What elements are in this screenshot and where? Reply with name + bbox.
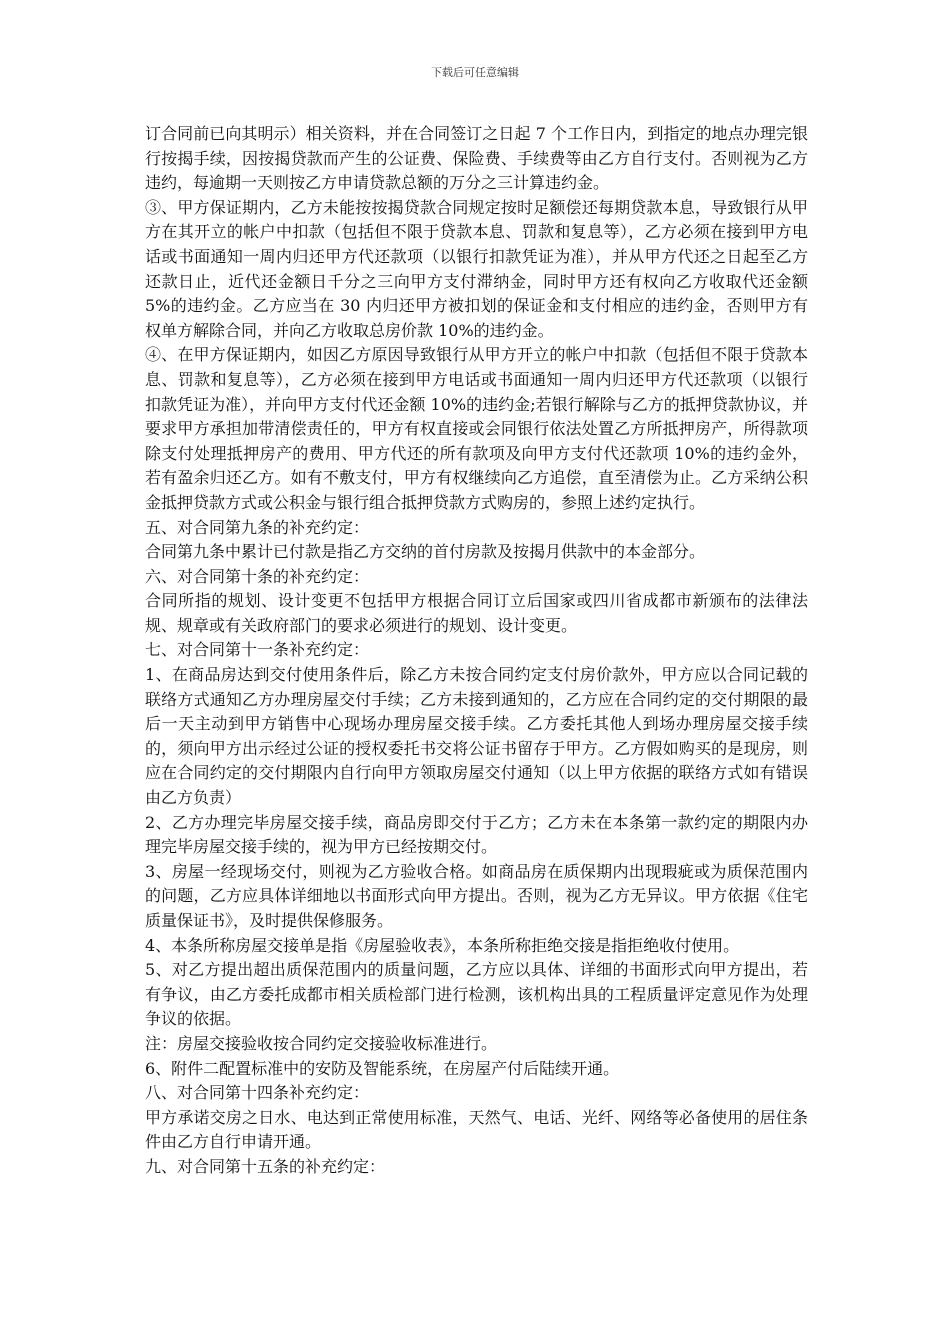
paragraph: 4、本条所称房屋交接单是指《房屋验收表》，本条所称拒绝交接是指拒绝收付使用。 (145, 935, 740, 955)
paragraph: 合同所指的规划、设计变更不包括甲方根据合同订立后国家或四川省成都市新颁布的法律法规、规章或有关政府部门的要求必须进行的规划、设计变更。 (145, 591, 808, 635)
paragraph: 甲方承诺交房之日水、电达到正常使用标准，天然气、电话、光纤、网络等必备使用的居住条件由乙方自行申请开通。 (145, 1107, 808, 1152)
section-heading: 五、对合同第九条的补充约定： (145, 517, 370, 537)
paragraph: 合同第九条中累计已付款是指乙方交纳的首付房款及按揭月供款中的本金部分。 (145, 542, 706, 562)
paragraph: 3、房屋一经现场交付，则视为乙方验收合格。如商品房在质保期内出现瑕疵或为质保范围内的问题，乙方应具体详细地以书面形式向甲方提出。否则，视为乙方无异议。甲方依据《住宅质量保证书》，及时提供保修服务。 (145, 861, 808, 930)
paragraph: 1、在商品房达到交付使用条件后，除乙方未按合同约定支付房价款外，甲方应以合同记载的联络方式通知乙方办理房屋交付手续；乙方未接到通知的，乙方应在合同约定的交付期限的最后一天主动到甲方销售中心现场办理房屋交接手续。乙方委托其他人到场办理房屋交接手续的，须向甲方出示经过公证的授权委托书交将公证书留存于甲方。乙方假如购买的是现房，则应在合同约定的交付期限内自行向甲方领取房屋交付通知（以上甲方依据的联络方式如有错误由乙方负责） (145, 665, 808, 808)
section-heading: 六、对合同第十条的补充约定： (145, 566, 370, 586)
section-heading: 八、对合同第十四条补充约定： (145, 1083, 370, 1103)
document-body (145, 122, 808, 1180)
paragraph: 订合同前已向其明示）相关资料，并在合同签订之日起 7 个工作日内，到指定的地点办理完银行按揭手续，因按揭贷款而产生的公证费、保险费、手续费等由乙方自行支付。否则视为乙方违约，每逾期一天则按乙方申请贷款总额的万分之三计算违约金。 (145, 124, 808, 193)
paragraph: 6、附件二配置标准中的安防及智能系统，在房屋产付后陆续开通。 (145, 1058, 620, 1078)
note: 注：房屋交接验收按合同约定交接验收标准进行。 (145, 1033, 498, 1053)
paragraph: ④、在甲方保证期内，如因乙方原因导致银行从甲方开立的帐户中扣款（包括但不限于贷款本息、罚款和复息等），乙方必须在接到甲方电话或书面通知一周内归还甲方代还款项（以银行扣款凭证为准），并向甲方支付代还金额 10%的违约金;若银行解除与乙方的抵押贷款协议，并要求甲方承担加带清偿责任的，甲方有权直接或会同银行依法处置乙方所抵押房产，所得款项除支付处理抵押房产的费用、甲方代还的所有款项及向甲方支付代还款项 10%的违约金外，若有盈余归还乙方。如有不敷支付，甲方有权继续向乙方追偿，直至清偿为止。乙方采纳公积金抵押贷款方式或公积金与银行组合抵押贷款方式购房的，参照上述约定执行。 (145, 345, 808, 512)
paragraph: 2、乙方办理完毕房屋交接手续，商品房即交付于乙方；乙方未在本条第一款约定的期限内办理完毕房屋交接手续的，视为甲方已经按期交付。 (145, 812, 808, 857)
section-heading: 七、对合同第十一条补充约定： (145, 640, 370, 660)
page-header: 下载后可任意编辑 (431, 66, 519, 79)
paragraph: 5、对乙方提出超出质保范围内的质量问题，乙方应以具体、详细的书面形式向甲方提出，若有争议，由乙方委托成都市相关质检部门进行检测，该机构出具的工程质量评定意见作为处理争议的依据。 (145, 960, 808, 1029)
section-heading: 九、对合同第十五条的补充约定： (145, 1156, 386, 1176)
paragraph: ③、甲方保证期内，乙方未能按按揭贷款合同规定按时足额偿还每期贷款本息，导致银行从甲方在其开立的帐户中扣款（包括但不限于贷款本息、罚款和复息等），乙方必须在接到甲方电话或书面通知一周内归还甲方代还款项（以银行扣款凭证为准），并从甲方代还之日起至乙方还款日止，近代还金额日千分之三向甲方支付滞纳金，同时甲方还有权向乙方收取代还金额 5%的违约金。乙方应当在 30 内归还甲方被扣划的保证金和支付相应的违约金，否则甲方有权单方解除合同，并向乙方收取总房价款 10%的违约金。 (145, 197, 808, 340)
